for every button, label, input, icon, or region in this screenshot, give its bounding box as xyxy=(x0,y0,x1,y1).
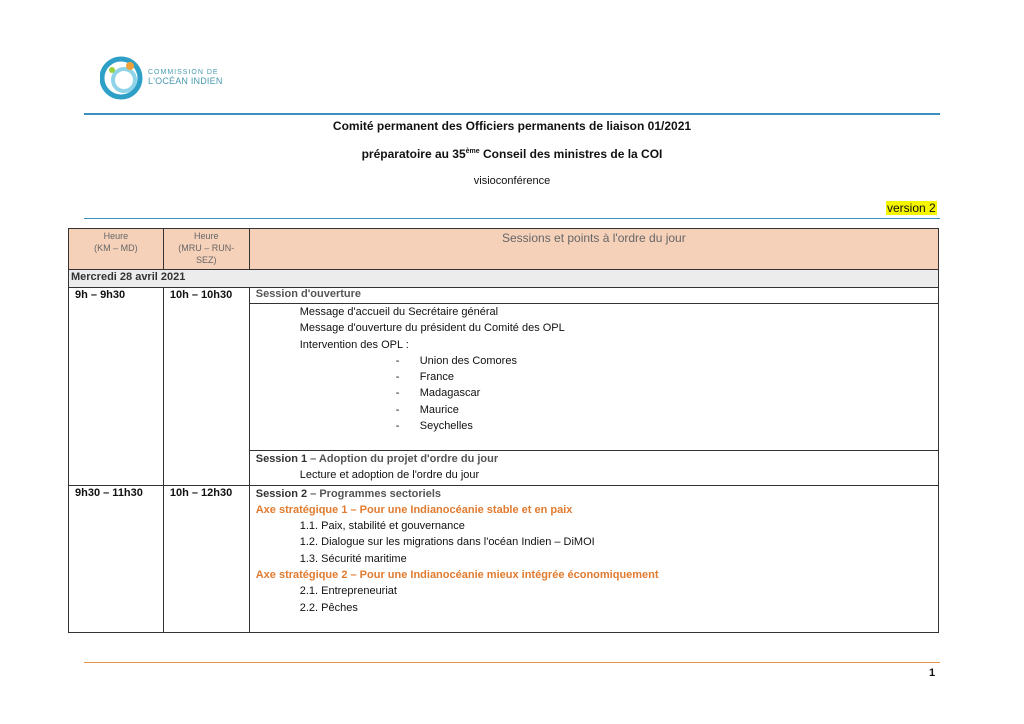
axis2-title: Axe stratégique 2 – Pour une Indianocéanie mieux intégrée économiquement xyxy=(255,569,659,582)
list-item xyxy=(256,418,932,434)
country-item: France xyxy=(419,371,454,384)
session2-title xyxy=(256,486,932,502)
col2-header-line3: SEZ) xyxy=(196,255,217,265)
col1-header-line2: (KM – MD) xyxy=(94,243,138,253)
logo-line1: COMMISSION DE xyxy=(148,69,219,76)
session1-cell xyxy=(249,451,938,486)
session1-topic: – Adoption du projet d'ordre du jour xyxy=(307,453,499,465)
date-cell: Mercredi 28 avril 2021 xyxy=(69,270,939,288)
time-mru-cell: 10h – 10h30 xyxy=(163,288,249,486)
country-item: Seychelles xyxy=(419,420,473,433)
subtitle-post: Conseil des ministres de la COI xyxy=(479,147,663,161)
session-opening-title: Session d'ouverture xyxy=(249,288,938,304)
date-row xyxy=(69,270,939,288)
axis1-title: Axe stratégique 1 – Pour une Indianocéanie stable et en paix xyxy=(255,503,573,516)
session1-title xyxy=(256,451,932,467)
subtitle-pre: préparatoire au 35 xyxy=(361,147,466,161)
dash-bullet: - xyxy=(395,371,400,384)
dash-bullet: - xyxy=(395,420,400,433)
session2-cell xyxy=(249,485,938,632)
col-header-time-mru xyxy=(163,229,249,270)
list-item: 2.2. Pêches xyxy=(299,601,358,614)
country-item: Madagascar xyxy=(419,387,481,400)
header-rule xyxy=(84,113,940,115)
col-header-sessions: Sessions et points à l'ordre du jour xyxy=(249,229,938,270)
time-km-cell: 9h30 – 11h30 xyxy=(69,485,164,632)
document-title: Comité permanent des Officiers permanents de liaison 01/2021 xyxy=(332,119,692,133)
list-item: Intervention des OPL : xyxy=(299,338,409,351)
col2-header-line1: Heure xyxy=(194,231,219,241)
document-subtitle xyxy=(0,147,1024,161)
page-number: 1 xyxy=(929,667,936,679)
time-mru-cell: 10h – 12h30 xyxy=(163,485,249,632)
col1-header-line1: Heure xyxy=(103,231,129,241)
version-badge: version 2 xyxy=(887,201,936,215)
session2-label: Session 2 xyxy=(255,487,308,500)
list-item xyxy=(256,385,932,401)
list-item: 1.1. Paix, stabilité et gouvernance xyxy=(299,520,465,533)
subtitle-sup: ème xyxy=(465,148,480,155)
list-item xyxy=(256,353,932,369)
list-item xyxy=(256,402,932,418)
agenda-table xyxy=(68,228,939,633)
dash-bullet: - xyxy=(395,403,400,416)
list-item: 1.2. Dialogue sur les migrations dans l'océan Indien – DiMOI xyxy=(299,536,595,549)
meeting-format: visioconférence xyxy=(473,175,551,187)
session2-topic: – Programmes sectoriels xyxy=(307,487,441,500)
table-row xyxy=(69,288,939,304)
list-item: Lecture et adoption de l'ordre du jour xyxy=(299,469,480,482)
list-item: 2.1. Entrepreneuriat xyxy=(299,585,397,598)
list-item: 1.3. Sécurité maritime xyxy=(299,552,407,565)
list-item: Message d'ouverture du président du Comité des OPL xyxy=(299,322,565,335)
table-row xyxy=(69,485,939,632)
coi-logo-icon xyxy=(100,55,144,101)
footer-rule xyxy=(84,662,940,663)
logo-text xyxy=(148,68,223,86)
list-item xyxy=(256,369,932,385)
country-item: Union des Comores xyxy=(419,354,517,367)
country-item: Maurice xyxy=(419,403,459,416)
session1-label: Session 1 xyxy=(255,453,308,465)
coi-logo xyxy=(100,55,240,101)
col2-header-line2: (MRU – RUN- xyxy=(178,243,235,253)
col-header-time-km xyxy=(69,229,164,270)
opening-items-cell xyxy=(249,304,938,451)
time-km-cell: 9h – 9h30 xyxy=(69,288,164,486)
list-item: Message d'accueil du Secrétaire général xyxy=(299,306,499,318)
logo-line2: L'OCÉAN INDIEN xyxy=(148,76,223,86)
dash-bullet: - xyxy=(395,387,400,400)
title-rule xyxy=(84,218,940,219)
dash-bullet: - xyxy=(395,354,400,367)
table-header-row xyxy=(69,229,939,270)
